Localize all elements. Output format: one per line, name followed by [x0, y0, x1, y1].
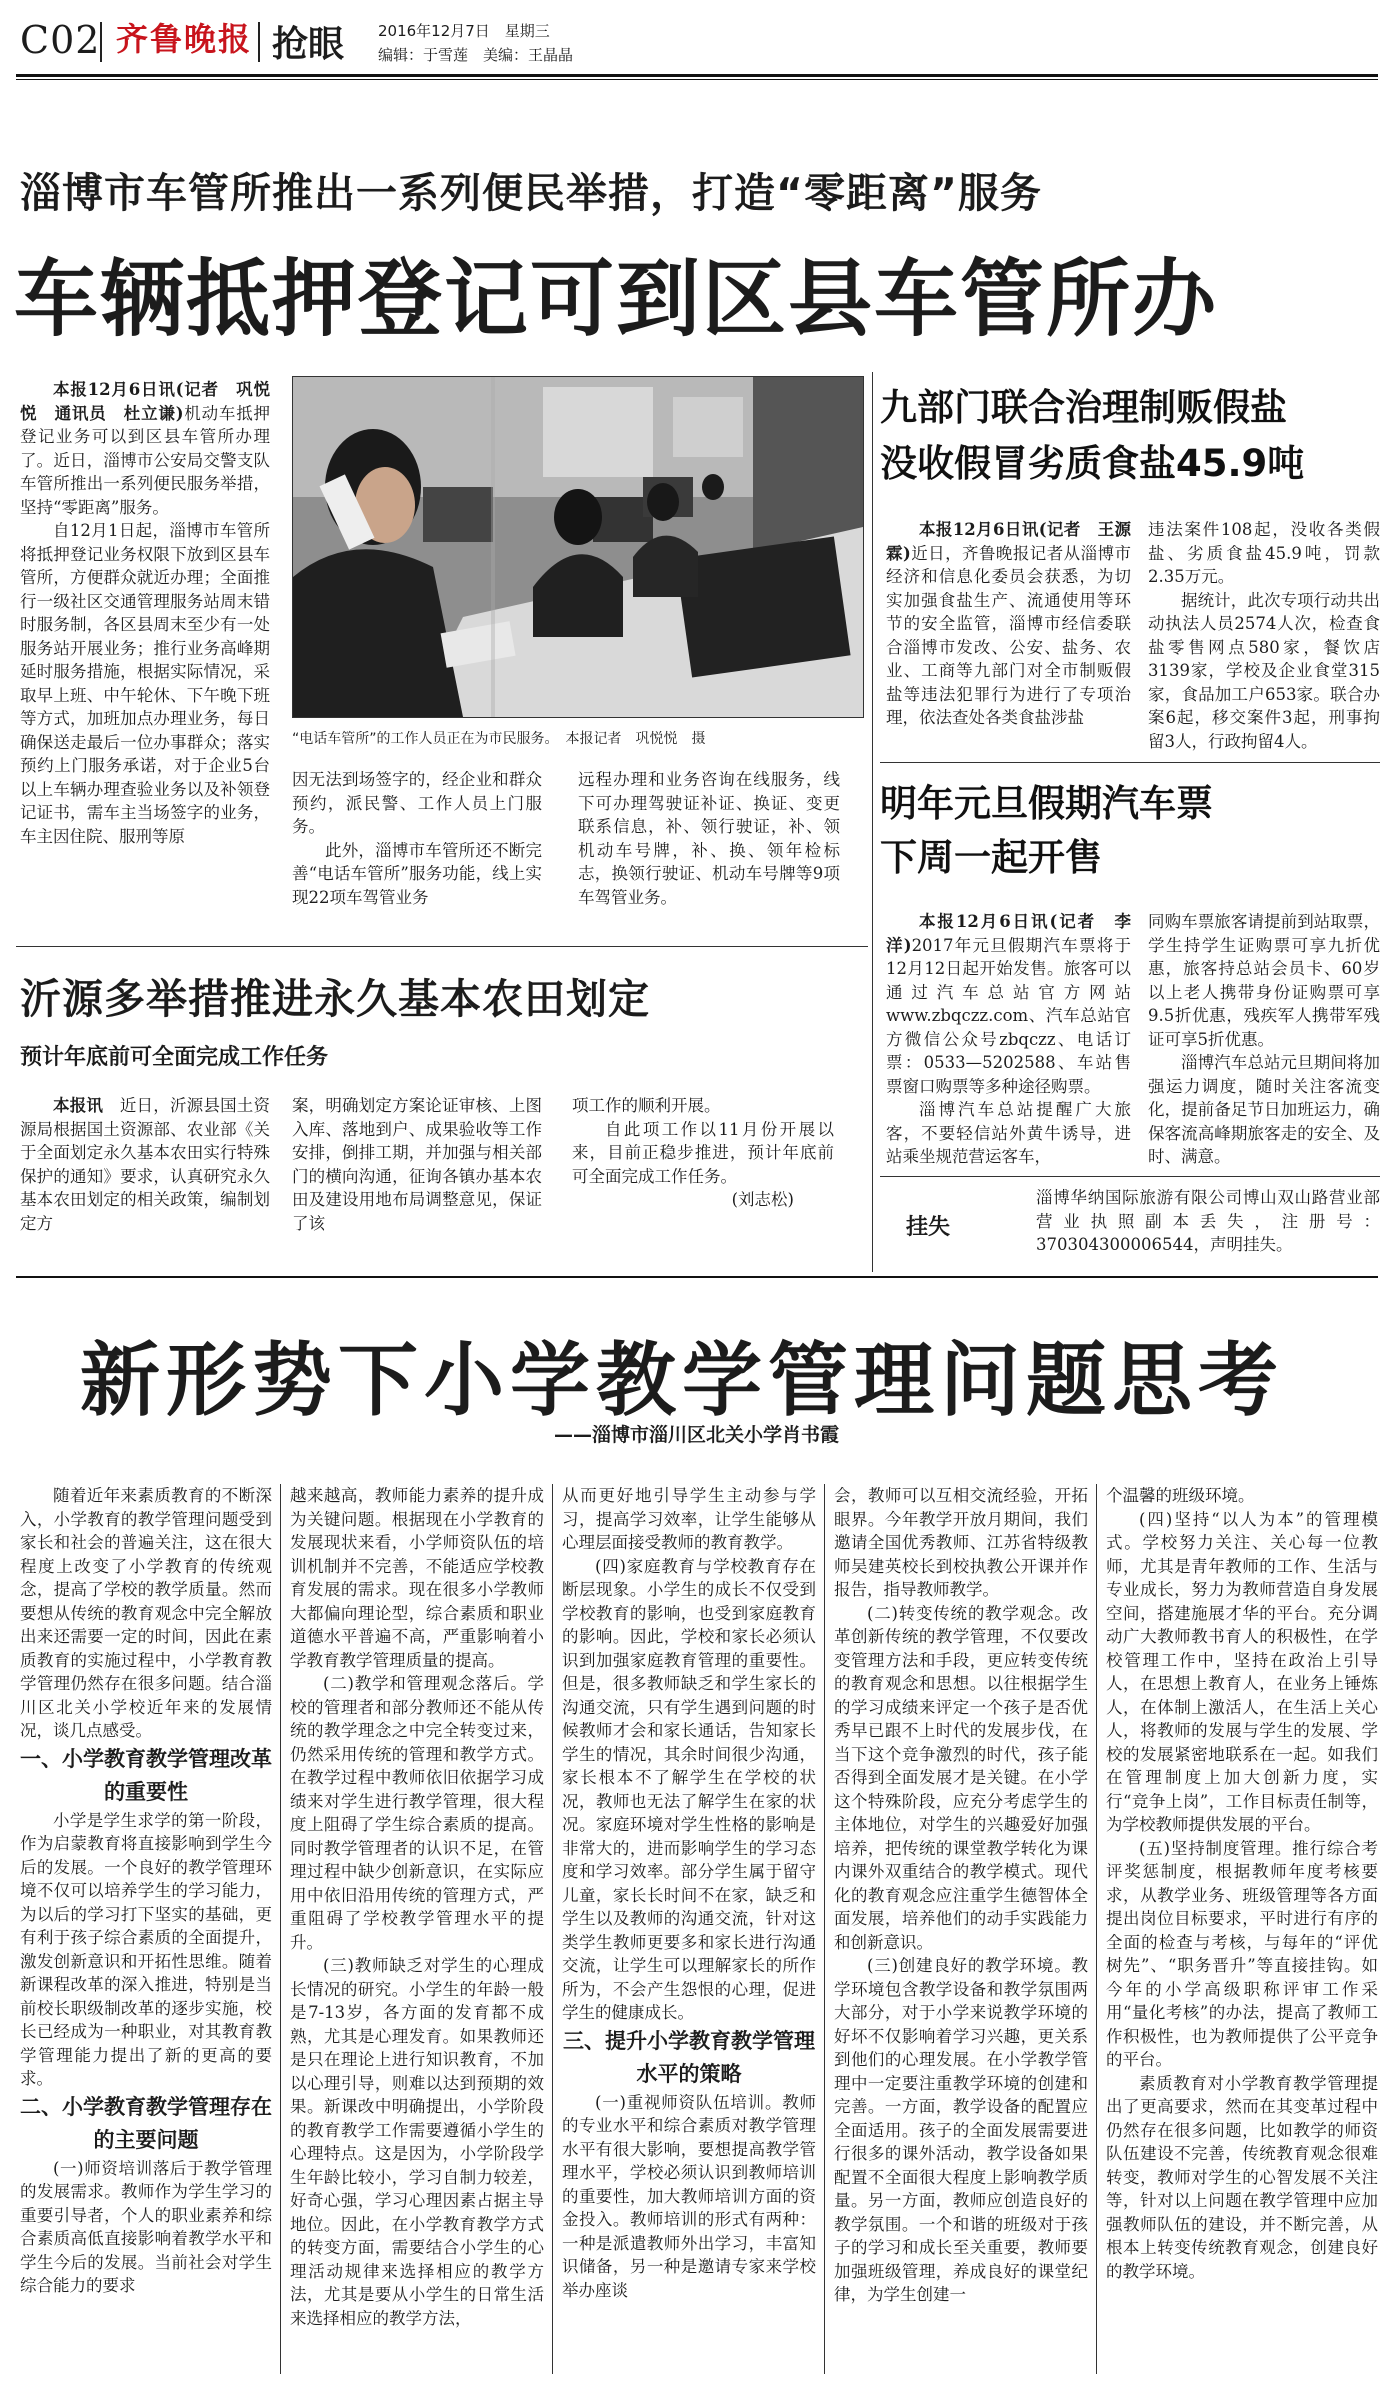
story1-paragraph: 此外，淄博市车管所还不断完善“电话车管所”服务功能，线上实现22项车驾管业务 [292, 840, 542, 907]
section-divider [16, 946, 868, 947]
page-number: C02 [20, 18, 101, 62]
story4-paragraph: 自此项工作以11月份开展以来，目前正稳步推进，预计年底前可全面完成工作任务。 [572, 1119, 834, 1186]
photo-office-staff [293, 377, 863, 717]
article-paragraph: 从而更好地引导学生主动参与学习，提高学习效率，让学生能够从心理层面接受教师的教育教学。 [562, 1486, 816, 1552]
story1-title: 车辆抵押登记可到区县车管所办 [14, 250, 1219, 348]
article-paragraph: (三)教师缺乏对学生的心理成长情况的研究。小学生的年龄一般是7-13岁，各方面的发育都不成熟，尤其是心理发育。如果教师还是只在理论上进行知识教育，不加以心理引导，则难以达到预期的效果。新课改中明确提出，小学阶段的教育教学工作需要遵循小学生的心理特点。这是因为，小学阶段学生年龄比较小，学习自制力较差，好奇心强，学习心理因素占据主导地位。因此，在小学教育教学方式的转变方面，需要结合小学生的心理活动规律来选择相应的教学方法，尤其是要从小学生的日常生活来选择相应的教学方法， [290, 1956, 544, 2328]
section-divider [16, 1276, 1378, 1278]
story2-paragraph: 违法案件108起，没收各类假盐、劣质食盐45.9吨，罚款2.35万元。 [1148, 520, 1380, 586]
story4-byline: 本报讯 [53, 1096, 104, 1115]
story2-column-1 [886, 518, 1131, 758]
story2-lead: 近日，齐鲁晚报记者从淄博市经济和信息化委员会获悉，为切实加强食盐生产、流通使用等环节的安全监管，淄博市经信委联合淄博市发改、公安、盐务、农业、工商等九部门对全市制贩假盐等违法犯罪行为进行了专项治理，依法查处各类食盐涉盐 [886, 543, 1131, 727]
column-divider [824, 1484, 825, 2374]
article-paragraph: 个温馨的班级环境。 [1106, 1486, 1255, 1505]
news-photo [292, 376, 864, 718]
newspaper-logo: 齐鲁晚报 [116, 20, 253, 58]
masthead-divider [258, 22, 260, 62]
article-paragraph: (一)重视师资队伍培训。教师的专业水平和综合素质对教学管理水平有很大影响，要想提高教学管理水平，学校必须认识到教师培训的重要性，加大教师培训方面的资金投入。教师培训的形式有两种：一种是派遣教师外出学习，丰富知识储备，另一种是邀请专家来学校举办座谈 [562, 2092, 816, 2300]
story4-column-1 [20, 1094, 270, 1264]
story3-title-line2: 下周一起开售 [880, 836, 1102, 879]
article-column-3 [562, 1484, 816, 2374]
story1-byline: 本报12月6日讯(记者 巩悦悦 通讯员 杜立谦) [20, 380, 270, 423]
article-paragraph: (五)坚持制度管理。推行综合考评奖惩制度，根据教师年度考核要求，从教学业务、班级管理等各方面提出岗位目标要求，平时进行有序的全面的检查与考核，与每年的“评优树先”、“职务晋升”等直接挂钩。如今年的小学高级职称评审工作采用“量化考核”的办法，提高了教师工作积极性，也为教师提供了公平竞争的平台。 [1106, 1838, 1378, 2069]
section-divider [880, 1176, 1380, 1177]
notice-label: 挂失 [906, 1215, 951, 1240]
issue-date: 2016年12月7日 星期三 [378, 22, 550, 40]
story1-paragraph: 因无法到场签字的，经企业和群众预约，派民警、工作人员上门服务。 [292, 770, 542, 836]
editor-credits: 编辑：于雪莲 美编：王晶晶 [378, 46, 574, 64]
story4-paragraph: 案，明确划定方案论证审核、上图入库、落地到户、成果验收等工作安排，倒排工期，并加强与相关部门的横向沟通，征询各镇办基本农田及建设用地布局调整意见，保证了该 [292, 1096, 542, 1233]
section-heading: 三、提升小学教育教学管理水平的策略 [563, 2028, 815, 2086]
story1-lead: 机动车抵押登记业务可以到区县车管所办理了。近日，淄博市公安局交警支队车管所推出一系列便民服务举措，坚持“零距离”服务。 [20, 403, 270, 517]
story4-title: 沂源多举措推进永久基本农田划定 [20, 975, 650, 1023]
story2-title-line2: 没收假冒劣质食盐45.9吨 [880, 442, 1305, 485]
article-paragraph: (四)家庭教育与学校教育存在断层现象。小学生的成长不仅受到学校教育的影响，也受到家庭教育的影响。因此，学校和家长必须认识到加强家庭教育管理的重要性。但是，很多教师缺乏和学生家长的沟通交流，只有学生遇到问题的时候教师才会和家长通话，告知家长学生的情况，其余时间很少沟通，家长根本不了解学生在学校的状况，教师也无法了解学生在家的状况。家庭环境对学生性格的影响是非常大的，进而影响学生的学习态度和学习效率。部分学生属于留守儿童，家长长时间不在家，缺乏和学生以及教师的沟通交流，针对这类学生教师更要多和家长进行沟通交流，让学生可以理解家长的所作所为，不会产生怨恨的心理，促进学生的健康成长。 [562, 1556, 816, 2022]
section-heading: 一、小学教育教学管理改革的重要性 [20, 1746, 272, 1804]
section-heading: 二、小学教育教学管理存在的主要问题 [20, 2094, 272, 2152]
story4-column-2 [292, 1094, 542, 1264]
article-column-2 [290, 1484, 544, 2374]
article-column-4 [834, 1484, 1088, 2374]
article-paragraph: (四)坚持“以人为本”的管理模式。学校努力关注、关心每一位教师，尤其是青年教师的工作、生活与专业成长，努力为教师营造自身发展空间，搭建施展才华的平台。充分调动广大教师教书育人的积极性，在学校管理工作中，坚持在政治上引导人，在思想上教育人，在业务上锤炼人，在体制上激活人，在生活上关心人，将教师的发展与学生的发展、学校的发展紧密地联系在一起。如我们在管理制度上加大创新力度，实行“竞争上岗”，工作目标责任制等，为学校教师提供发展的平台。 [1106, 1509, 1378, 1834]
article-paragraph: (一)师资培训落后于教学管理的发展需求。教师作为学生学习的重要引导者，个人的职业素养和综合素质高低直接影响着教学水平和学生今后的发展。当前社会对学生综合能力的要求 [20, 2158, 272, 2295]
story1-column-1 [20, 378, 270, 918]
article-author: ——淄博市淄川区北关小学肖书霞 [554, 1424, 840, 1446]
story2-paragraph: 据统计，此次专项行动共出动执法人员2574人次，检查食盐零售网点580家，餐饮店3139家，学校及企业食堂315家，食品加工户653家。联合办案6起，移交案件3起，刑事拘留3人，行政拘留4人。 [1148, 590, 1380, 751]
notice-text [1036, 1186, 1380, 1262]
story4-subtitle: 预计年底前可全面完成工作任务 [20, 1045, 329, 1070]
notice-body: 淄博华纳国际旅游有限公司博山双山路营业部营业执照副本丢失，注册号：370304300006544，声明挂失。 [1036, 1188, 1380, 1254]
article-paragraph: 素质教育对小学教育教学管理提出了更高要求，然而在其变革过程中仍然存在很多问题，比如教学的师资队伍建设不完善，传统教育观念很难转变，教师对学生的心智发展不关注等，针对以上问题在教学管理中应加强教师队伍的建设，并不断完善，从根本上转变传统教育观念，创建良好的教学环境。 [1106, 2073, 1378, 2281]
masthead-rule [16, 74, 1378, 77]
story3-byline: 本报12月6日讯(记者 李洋) [886, 912, 1131, 955]
story1-subtitle: 淄博市车管所推出一系列便民举措，打造“零距离”服务 [20, 169, 1042, 217]
story2-column-2 [1148, 518, 1380, 758]
masthead-divider [100, 22, 102, 62]
article-column-5 [1106, 1484, 1378, 2374]
story1-column-3 [578, 768, 840, 918]
story1-paragraph: 远程办理和业务咨询在线服务，线下可办理驾驶证补证、换证、变更联系信息，补、领行驶证，补、领机动车号牌，补、换、领年检标志，换领行驶证、机动车号牌等9项车驾管业务。 [578, 770, 840, 907]
story2-byline: 本报12月6日讯(记者 王源霖) [886, 520, 1131, 563]
story4-column-3 [572, 1094, 834, 1264]
section-name: 抢眼 [272, 24, 345, 65]
article-paragraph: 会，教师可以互相交流经验，开拓眼界。今年教学开放月期间，我们邀请全国优秀教师、江苏省特级教师吴建英校长到校执教公开课并作报告，指导教师教学。 [834, 1486, 1088, 1599]
masthead-rule [16, 79, 1378, 80]
column-divider [280, 1484, 281, 2374]
article-paragraph: (二)转变传统的教学观念。改革创新传统的教学管理，不仅要改变管理方法和手段，更应转变传统的教育观念和思想。以往根据学生的学习成绩来评定一个孩子是否优秀早已跟不上时代的发展步伐，在当下这个竞争激烈的时代，孩子能否得到全面发展才是关键。在小学这个特殊阶段，应充分考虑学生的主体地位，对学生的兴趣爱好加强培养，把传统的课堂教学转化为课内课外双重结合的教学模式。现代化的教育观念应注重学生德智体全面发展，培养他们的动手实践能力和创新意识。 [834, 1603, 1088, 1952]
story3-column-1 [886, 910, 1131, 1166]
article-title: 新形势下小学教学管理问题思考 [80, 1334, 1284, 1427]
story3-title-line1: 明年元旦假期汽车票 [880, 782, 1213, 825]
article-paragraph: (三)创建良好的教学环境。教学环境包含教学设备和教学氛围两大部分，对于小学来说教学环境的好坏不仅影响着学习兴趣，更关系到他们的心理发展。在小学教学管理中一定要注重教学环境的创建和完善。一方面，教学设备的配置应全面适用。孩子的全面发展需要进行很多的课外活动，教学设备如果配置不全面很大程度上影响教学质量。另一方面，教师应创造良好的教学氛围。一个和谐的班级对于孩子的学习和成长至关重要，教师要加强班级管理，养成良好的课堂纪律，为学生创建一 [834, 1956, 1088, 2304]
story3-paragraph: 淄博汽车总站提醒广大旅客，不要轻信站外黄牛诱导，进站乘坐规范营运客车， [886, 1100, 1131, 1166]
story1-paragraph: 自12月1日起，淄博市车管所将抵押登记业务权限下放到区县车管所，方便群众就近办理；全面推行一级社区交通管理服务站周末错时服务制，各区县周末至少有一处服务站开展业务；推行业务高峰期延时服务措施，根据实际情况，采取早上班、中午轮休、下午晚下班等方式，加班加点办理业务，每日确保送走最后一位办事群众；落实预约上门服务承诺，对于企业5台以上车辆办理查验业务以及补领登记证书，需车主当场签字的业务，车主因住院、服刑等原 [20, 521, 270, 846]
story4-paragraph: 项工作的顺利开展。 [572, 1096, 721, 1115]
column-divider [552, 1484, 553, 2374]
section-divider [880, 762, 1380, 763]
story1-column-2 [292, 768, 542, 918]
photo-caption: “电话车管所”的工作人员正在为市民服务。 本报记者 巩悦悦 摄 [292, 731, 706, 747]
article-paragraph: 小学是学生求学的第一阶段，作为启蒙教育将直接影响到学生今后的发展。一个良好的教学管理环境不仅可以培养学生的学习能力，为以后的学习打下坚实的基础，更有利于孩子综合素质的全面提升，激发创新意识和开拓性思维。随着新课程改革的深入推进，特别是当前校长职级制改革的逐步实施，校长已经成为一种职业，对其教育教学管理能力提出了新的更高的要求。 [20, 1810, 272, 2088]
story3-paragraph: 同购车票旅客请提前到站取票，学生持学生证购票可享九折优惠，旅客持总站会员卡、60岁以上老人携带身份证购票可享9.5折优惠，残疾军人携带军残证可享5折优惠。 [1148, 912, 1380, 1049]
article-paragraph: 越来越高，教师能力素养的提升成为关键问题。根据现在小学教育的发展现状来看，小学师资队伍的培训机制并不完善，不能适应学校教育发展的需求。现在很多小学教师大都偏向理论型，综合素质和职业道德水平普遍不高，严重影响着小学教育教学管理质量的提高。 [290, 1486, 544, 1670]
story2-title-line1: 九部门联合治理制贩假盐 [880, 386, 1287, 429]
story3-paragraph: 淄博汽车总站元旦期间将加强运力调度，随时关注客流变化，提前备足节日加班运力，确保客流高峰期旅客走的安全、及时、满意。 [1148, 1053, 1380, 1166]
article-paragraph: (二)教学和管理观念落后。学校的管理者和部分教师还不能从传统的教学理念之中完全转变过来，仍然采用传统的管理和教学方式。在教学过程中教师依旧依据学习成绩来对学生进行教学管理，很大程度上阻碍了学生综合素质的提高。同时教学管理者的认识不足，在管理过程中缺少创新意识，在实际应用中依旧沿用传统的管理方式，严重阻碍了学校教学管理水平的提升。 [290, 1674, 544, 1952]
story4-lead: 近日，沂源县国土资源局根据国土资源部、农业部《关于全面划定永久基本农田实行特殊保护的通知》要求，认真研究永久基本农田划定的相关政策，编制划定方 [20, 1096, 270, 1233]
story4-author: (刘志松) [731, 1190, 794, 1209]
column-divider [872, 372, 873, 1272]
article-paragraph: 随着近年来素质教育的不断深入，小学教育的教学管理问题受到家长和社会的普遍关注，这在很大程度上改变了小学教育的传统观念，提高了学校的教学质量。然而要想从传统的教育观念中完全解放出来还需要一定的时间，因此在素质教育的实施过程中，小学教育教学管理仍然存在很多问题。结合淄川区北关小学校近年来的发展情况，谈几点感受。 [20, 1486, 272, 1740]
story3-lead: 2017年元旦假期汽车票将于12月12日起开始发售。旅客可以通过汽车总站官方网站www.zbqczz.com、汽车总站官方微信公众号zbqczz、电话订票：0533—5202588、车站售票窗口购票等多种途径购票。 [886, 935, 1131, 1096]
story3-column-2 [1148, 910, 1380, 1166]
column-divider [1096, 1484, 1097, 2374]
article-column-1 [20, 1484, 272, 2374]
